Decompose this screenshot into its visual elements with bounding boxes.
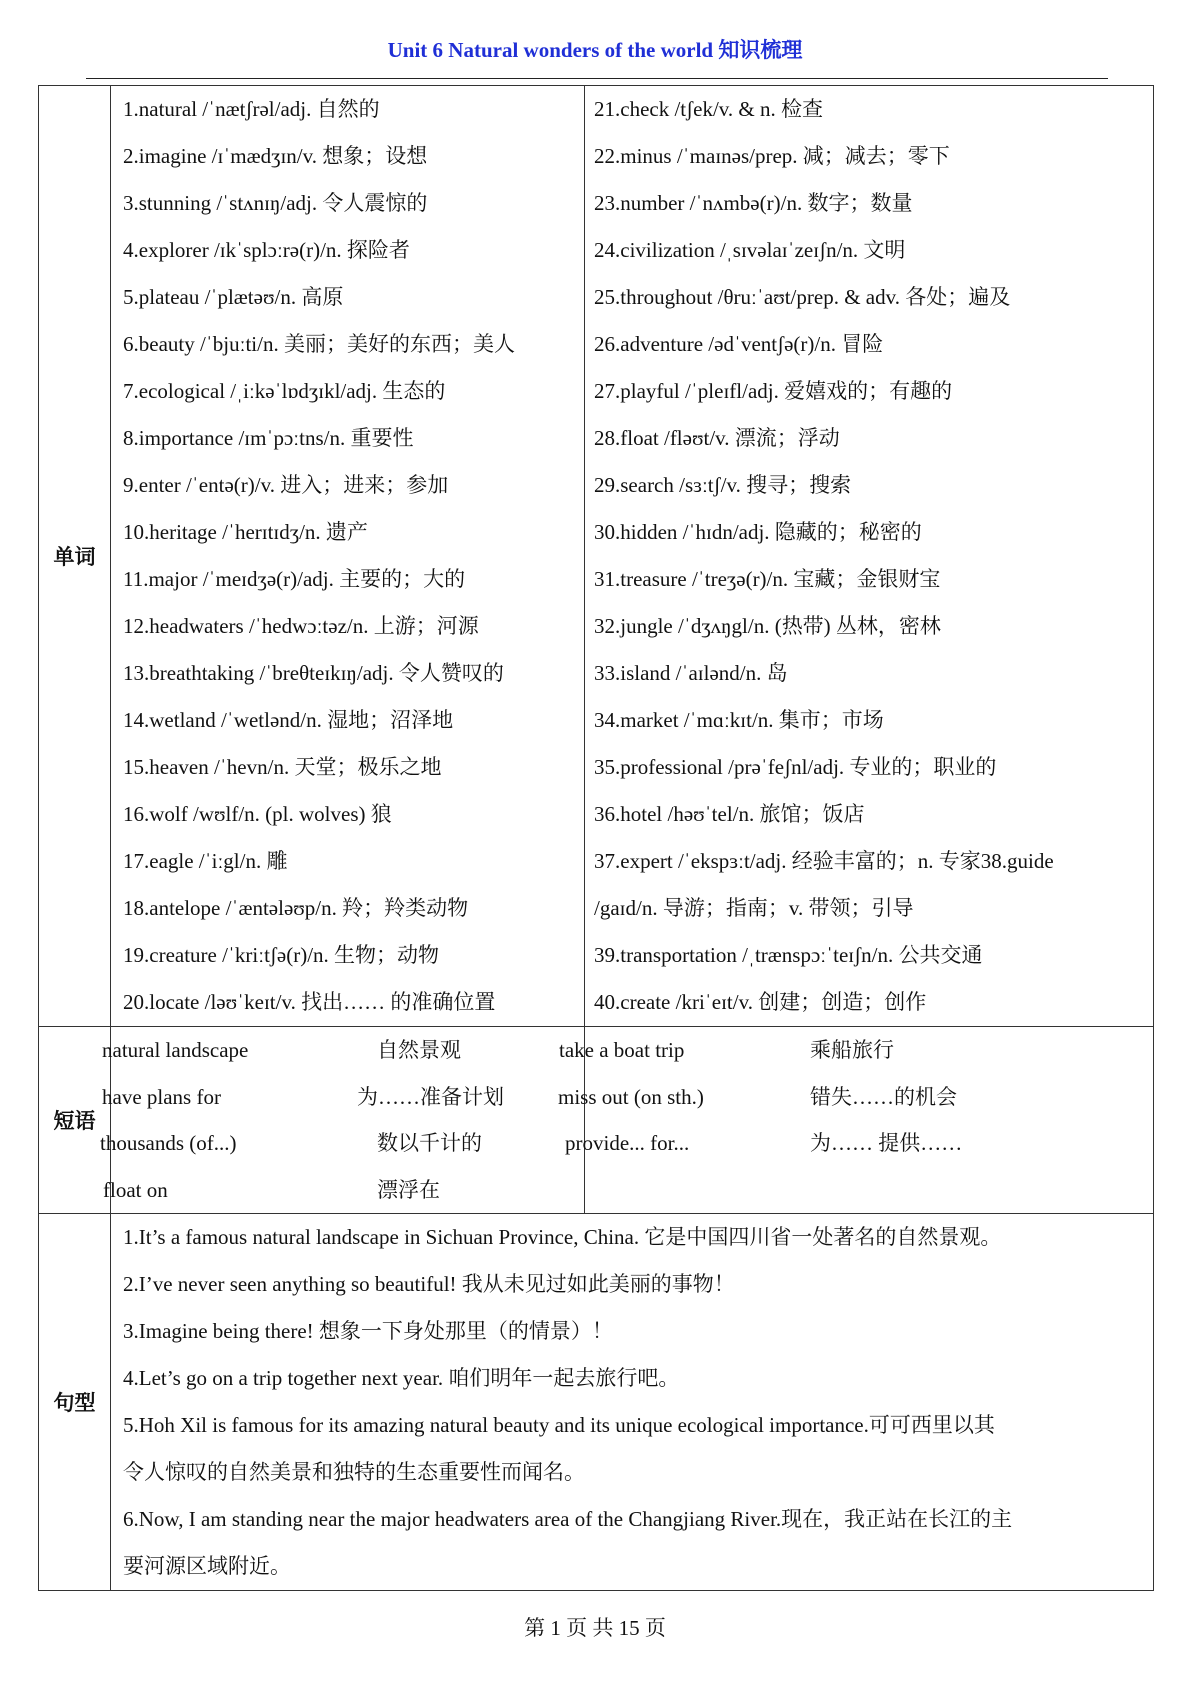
vocab-item: 9.enter /ˈentə(r)/v. 进入；进来；参加: [123, 473, 449, 497]
vocab-item: 12.headwaters /ˈhedwɔːtəz/n. 上游；河源: [123, 614, 479, 638]
vocab-item: 13.breathtaking /ˈbreθteɪkɪŋ/adj. 令人赞叹的: [123, 661, 504, 685]
phrase-chinese: 自然景观: [377, 1038, 461, 1062]
vocab-item: 32.jungle /ˈdʒʌŋgl/n. (热带) 丛林，密林: [594, 614, 941, 638]
vocab-item: 26.adventure /ədˈventʃə(r)/n. 冒险: [594, 332, 884, 356]
phrase-english: float on: [103, 1177, 168, 1202]
document-title: Unit 6 Natural wonders of the world 知识梳理: [387, 38, 803, 62]
phrase-item: [103, 1167, 584, 1214]
words-right-column: [585, 86, 1154, 1027]
vocab-item: 34.market /ˈmɑːkɪt/n. 集市；市场: [594, 708, 884, 732]
vocab-item: 36.hotel /həʊˈtel/n. 旅馆；饭店: [594, 802, 865, 826]
phrase-item: [565, 1120, 1153, 1167]
vocab-item: 33.island /ˈaɪlənd/n. 岛: [594, 661, 788, 685]
phrase-english: natural landscape: [102, 1038, 249, 1062]
phrase-english: have plans for: [102, 1084, 221, 1109]
phrase-item: [559, 1027, 1153, 1074]
vocab-item: 31.treasure /ˈtreʒə(r)/n. 宝藏；金银财宝: [594, 567, 941, 591]
vocab-item: 39.transportation /ˌtrænspɔːˈteɪʃn/n. 公共交通: [594, 943, 983, 967]
vocab-item: 17.eagle /ˈiːgl/n. 雕: [123, 849, 288, 873]
vocab-item: 15.heaven /ˈhevn/n. 天堂；极乐之地: [123, 755, 442, 779]
phrase-item: [102, 1027, 584, 1074]
phrases-label: 短语: [39, 1027, 111, 1214]
phrase-chinese: 乘船旅行: [810, 1038, 894, 1062]
vocab-item: 40.create /kriˈeɪt/v. 创建；创造；创作: [594, 990, 927, 1014]
vocab-item: 23.number /ˈnʌmbə(r)/n. 数字；数量: [594, 191, 913, 215]
knowledge-table: [38, 85, 1154, 1591]
vocab-item: 11.major /ˈmeɪdʒə(r)/adj. 主要的；大的: [123, 567, 466, 591]
sentence-line: 4.Let’s go on a trip together next year. 咱们明年一起去旅行吧。: [123, 1366, 680, 1390]
phrase-item: [100, 1120, 584, 1167]
phrases-row: [39, 1027, 1154, 1214]
vocab-item: 28.float /fləʊt/v. 漂流；浮动: [594, 426, 840, 450]
phrase-chinese: 为……准备计划: [357, 1084, 504, 1109]
phrase-chinese: 错失……的机会: [810, 1084, 957, 1109]
sentence-line: 要河源区域附近。: [123, 1554, 291, 1578]
vocab-item: 37.expert /ˈekspɜːt/adj. 经验丰富的；n. 专家38.guide: [594, 849, 1054, 873]
sentences-cell: [111, 1214, 1154, 1591]
vocab-item: 27.playful /ˈpleɪfl/adj. 爱嬉戏的；有趣的: [594, 379, 953, 403]
phrase-item: [558, 1074, 1153, 1121]
sentences-row: [39, 1214, 1154, 1591]
vocab-item: /gaɪd/n. 导游；指南；v. 带领；引导: [594, 896, 914, 920]
vocab-item: 20.locate /ləʊˈkeɪt/v. 找出…… 的准确位置: [123, 990, 496, 1014]
sentence-line: 1.It’s a famous natural landscape in Sichuan Province, China. 它是中国四川省一处著名的自然景观。: [123, 1225, 1002, 1249]
vocab-item: 5.plateau /ˈplætəʊ/n. 高原: [123, 285, 344, 309]
vocab-item: 7.ecological /ˌiːkəˈlɒdʒɪkl/adj. 生态的: [123, 379, 446, 403]
sentence-line: 2.I’ve never seen anything so beautiful! 我从未见过如此美丽的事物！: [123, 1272, 735, 1296]
phrase-blank-line: [585, 1167, 1153, 1214]
phrase-chinese: 漂浮在: [377, 1177, 440, 1202]
words-label: 单词: [39, 86, 111, 1027]
sentence-line: 令人惊叹的自然美景和独特的生态重要性而闻名。: [123, 1460, 585, 1484]
vocab-item: 25.throughout /θruːˈaʊt/prep. & adv. 各处；遍及: [594, 285, 1011, 309]
words-row: [39, 86, 1154, 1027]
vocab-item: 35.professional /prəˈfeʃnl/adj. 专业的；职业的: [594, 755, 997, 779]
vocab-item: 18.antelope /ˈæntələʊp/n. 羚；羚类动物: [123, 896, 469, 920]
title-divider: [86, 78, 1108, 79]
phrases-left-column: [100, 1027, 585, 1214]
vocab-item: 6.beauty /ˈbjuːti/n. 美丽；美好的东西；美人: [123, 332, 515, 356]
vocab-item: 29.search /sɜːtʃ/v. 搜寻；搜索: [594, 473, 852, 497]
vocab-item: 22.minus /ˈmaɪnəs/prep. 减；减去；零下: [594, 144, 950, 168]
vocab-item: 14.wetland /ˈwetlənd/n. 湿地；沼泽地: [123, 708, 454, 732]
phrase-chinese: 数以千计的: [377, 1131, 482, 1155]
phrase-english: provide... for...: [565, 1131, 690, 1155]
vocab-item: 19.creature /ˈkriːtʃə(r)/n. 生物；动物: [123, 943, 440, 967]
phrases-right-column: [558, 1027, 1154, 1214]
vocab-item: 8.importance /ɪmˈpɔːtns/n. 重要性: [123, 426, 414, 450]
vocab-item: 2.imagine /ɪˈmædʒɪn/v. 想象；设想: [123, 144, 428, 168]
phrase-english: miss out (on sth.): [558, 1084, 704, 1109]
phrase-item: [102, 1074, 584, 1121]
phrase-english: take a boat trip: [559, 1038, 685, 1062]
vocab-item: 16.wolf /wʊlf/n. (pl. wolves) 狼: [123, 802, 392, 826]
vocab-item: 21.check /tʃek/v. & n. 检查: [594, 97, 824, 121]
phrase-english: thousands (of...): [100, 1131, 237, 1155]
phrase-chinese: 为…… 提供……: [810, 1131, 963, 1155]
vocab-item: 4.explorer /ɪkˈsplɔːrə(r)/n. 探险者: [123, 238, 410, 262]
page-footer: 第 1 页 共 15 页: [524, 1616, 666, 1640]
vocab-item: 3.stunning /ˈstʌnɪŋ/adj. 令人震惊的: [123, 191, 428, 215]
sentence-line: 6.Now, I am standing near the major headwaters area of the Changjiang River.现在，我正站在长江的主: [123, 1507, 1013, 1531]
sentence-line: 3.Imagine being there! 想象一下身处那里（的情景）！: [123, 1319, 613, 1343]
vocab-item: 30.hidden /ˈhɪdn/adj. 隐藏的；秘密的: [594, 520, 922, 544]
vocab-item: 1.natural /ˈnætʃrəl/adj. 自然的: [123, 97, 380, 121]
sentences-label: 句型: [39, 1214, 111, 1591]
words-left-column: [111, 86, 585, 1027]
vocab-item: 24.civilization /ˌsɪvəlaɪˈzeɪʃn/n. 文明: [594, 238, 906, 262]
sentence-line: 5.Hoh Xil is famous for its amazing natural beauty and its unique ecological importance.可可西里以其: [123, 1413, 995, 1437]
vocab-item: 10.heritage /ˈherɪtɪdʒ/n. 遗产: [123, 520, 368, 544]
